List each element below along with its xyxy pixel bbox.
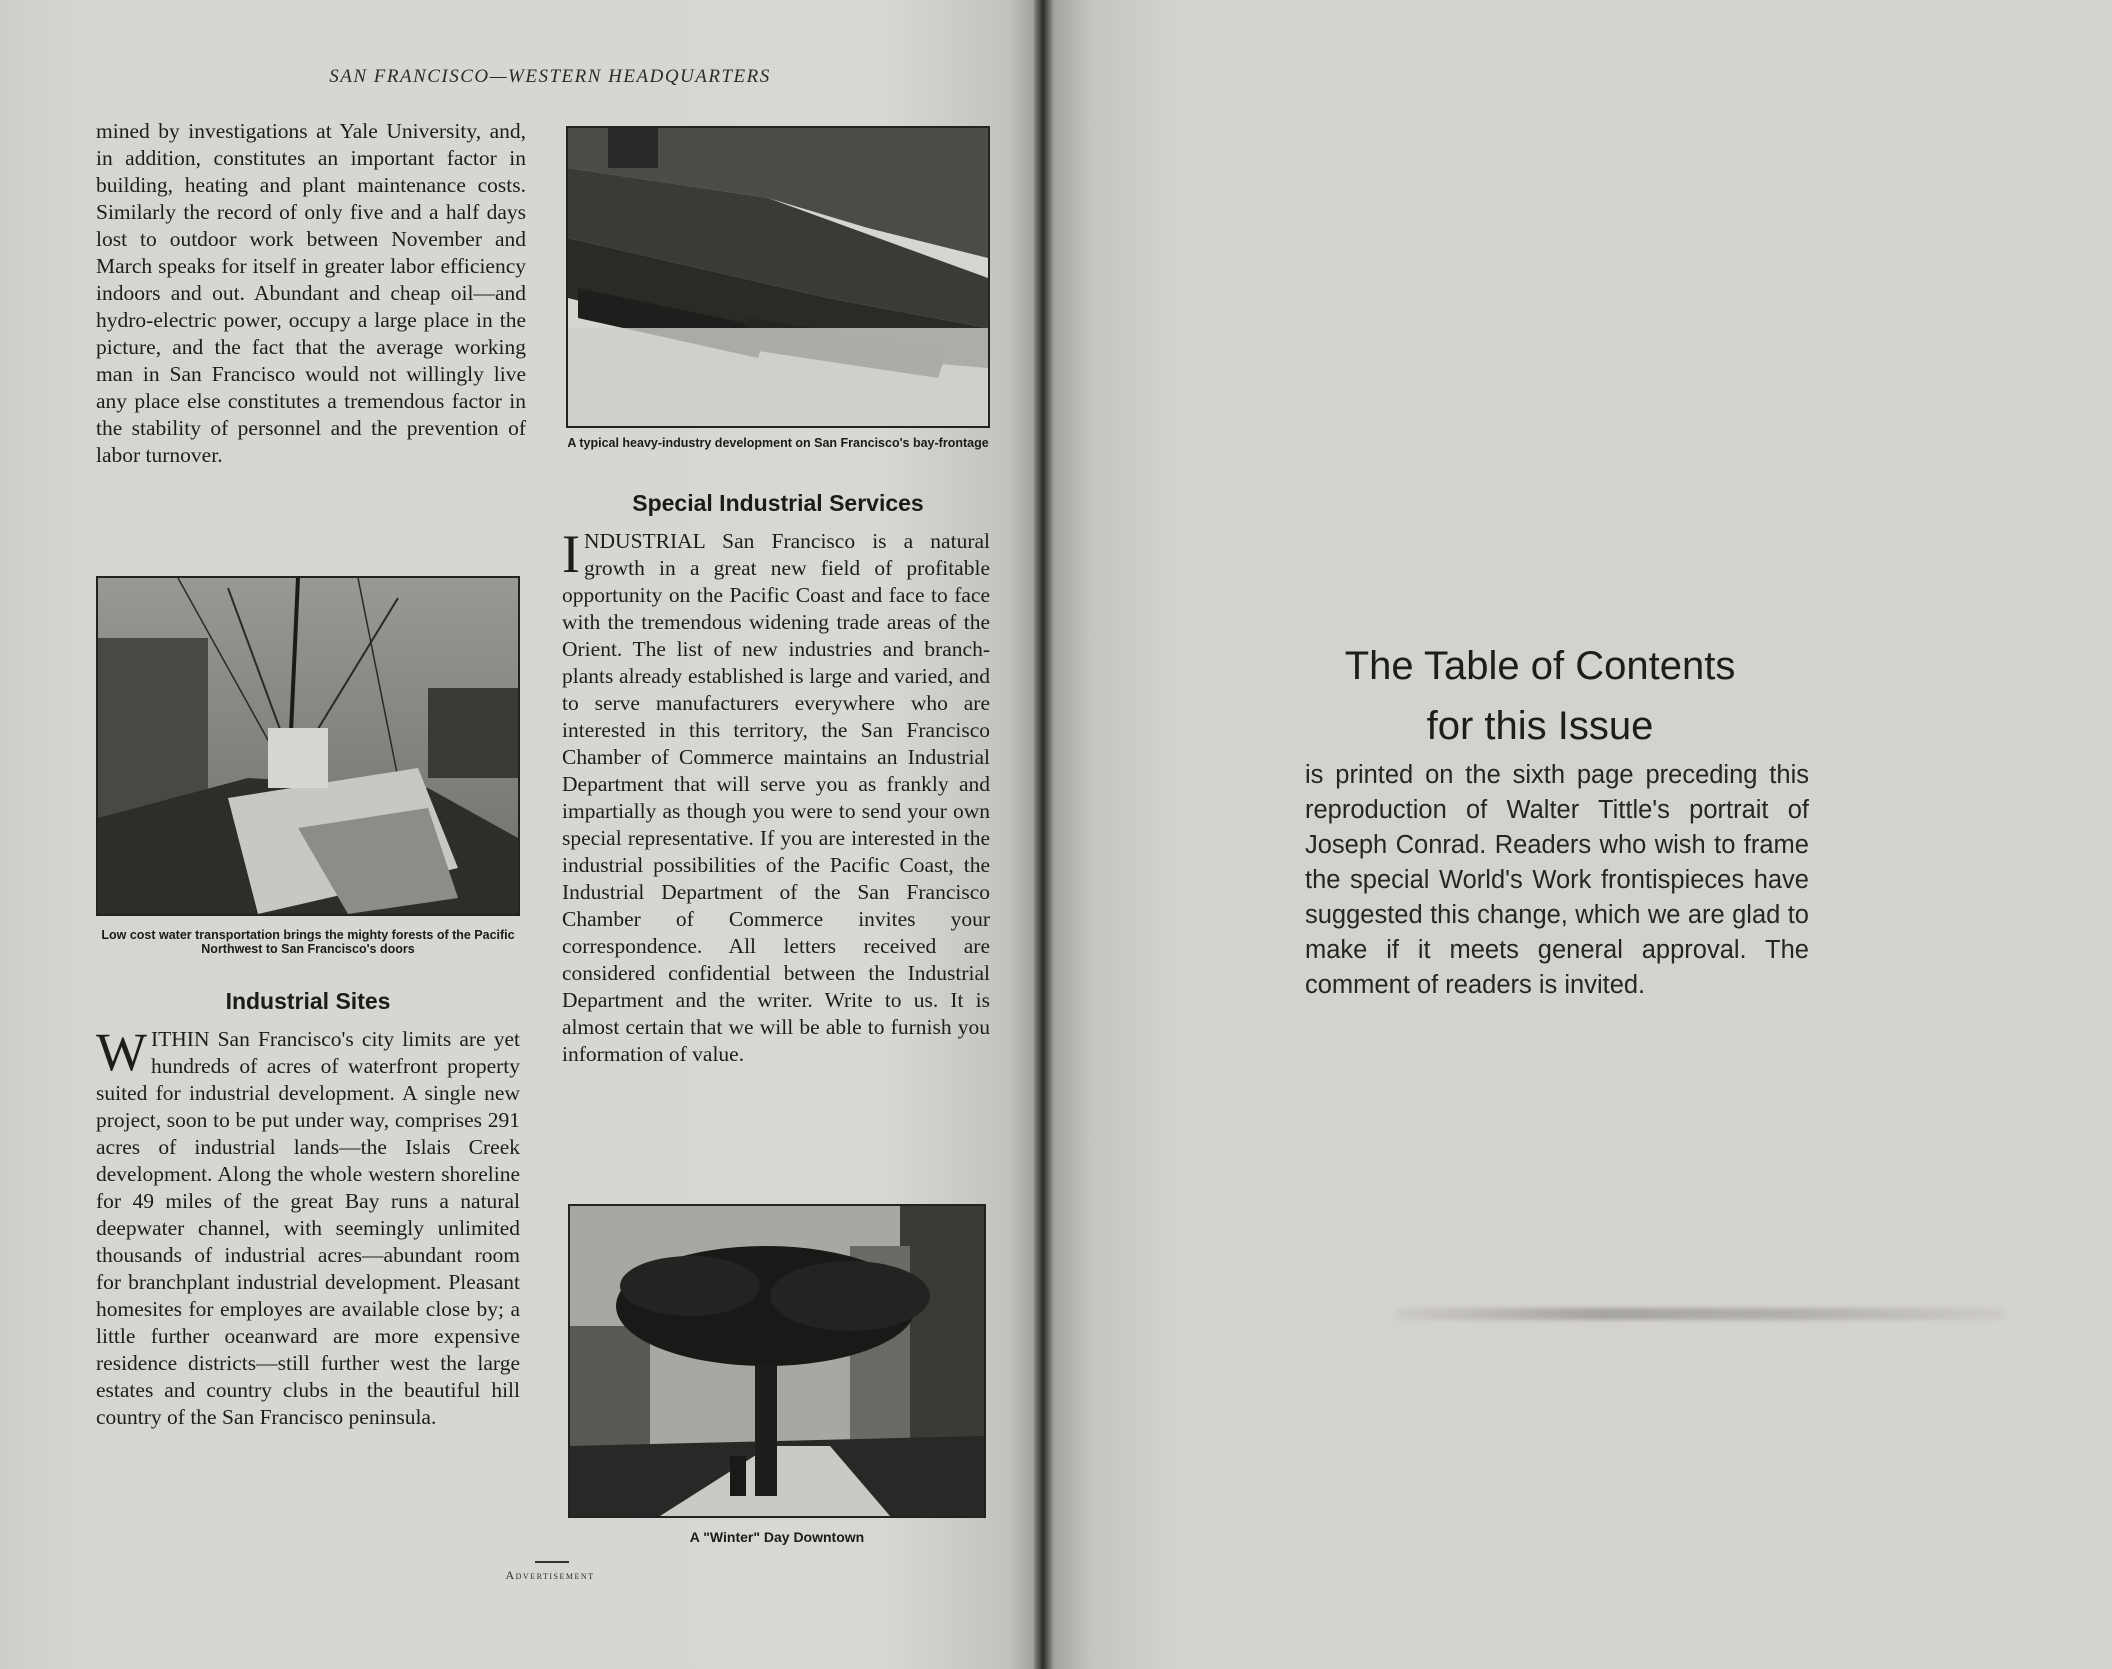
intro-text: mined by investigations at Yale University, and, in addition, constitutes an important factor in building, heating and plant maintenance costs. Similarly the record of only five and a half days lost to outdoor work between November and March speaks for itself in greater labor efficiency indoors and out. Abundant and cheap oil—and hydro-electric power, occupy a large place in the picture, and the fact that the average working man in San Francisco would not willingly live any place else constitutes a tremendous factor in the stability of personnel and the prevention of labor turnover. bbox=[96, 119, 526, 467]
bay-frontage-photo bbox=[566, 126, 990, 428]
lumber-ship-image bbox=[98, 578, 518, 914]
winter-day-image bbox=[570, 1206, 984, 1516]
toc-title bbox=[1290, 636, 1790, 756]
special-services-paragraph bbox=[562, 524, 990, 1068]
bay-frontage-image bbox=[568, 128, 988, 426]
special-services-text: NDUSTRIAL San Francisco is a natural growth in a great new field of profitable opportunity on the Pacific Coast and face to face with the tremendous widening trade areas of the Orient. The list of new industries and branch-plants already established is large and varied, and to serve manufacturers everywhere who are interested in this territory, the San Francisco Chamber of Commerce maintains an Industrial Department that will serve you as frankly and impartially as though you were to send your own special representative. If you are interested in the industrial possibilities of the Pacific Coast, the Industrial Department of the San Francisco Chamber of Commerce invites your correspondence. All letters received are considered confidential between the Industrial Department and the writer. Write to us. It is almost certain that we will be able to furnish you information of value. bbox=[562, 529, 990, 1066]
toc-title-line2: for this Issue bbox=[1426, 704, 1654, 748]
advertisement-footer: Advertisement bbox=[505, 1568, 595, 1582]
special-services-dropcap: I bbox=[562, 524, 580, 584]
lumber-ship-caption: Low cost water transportation brings the mighty forests of the Pacific Northwest to San Francisco's doors bbox=[101, 928, 515, 956]
bay-frontage-caption: A typical heavy-industry development on San Francisco's bay-frontage bbox=[567, 436, 989, 450]
lumber-ship-photo bbox=[96, 576, 520, 916]
toc-body: is printed on the sixth page preceding this reproduction of Walter Tittle's portrait of Joseph Conrad. Readers who wish to frame the special World's Work frontispieces have suggested this change, which we are glad to make if it meets general approval. The comment of readers is invited. bbox=[1305, 761, 1809, 999]
toc-title-line1: The Table of Contents bbox=[1344, 644, 1736, 688]
industrial-sites-dropcap: W bbox=[96, 1022, 147, 1082]
running-head: SAN FRANCISCO—WESTERN HEADQUARTERS bbox=[329, 66, 771, 87]
industrial-sites-heading: Industrial Sites bbox=[225, 988, 391, 1014]
winter-day-caption: A "Winter" Day Downtown bbox=[689, 1529, 865, 1545]
winter-day-photo bbox=[568, 1204, 986, 1518]
special-services-heading: Special Industrial Services bbox=[632, 490, 924, 516]
industrial-sites-paragraph bbox=[96, 1022, 520, 1431]
intro-paragraph bbox=[96, 118, 526, 469]
book-spine bbox=[1034, 0, 1054, 1669]
footer-rule bbox=[535, 1561, 569, 1563]
industrial-sites-text: ITHIN San Francisco's city limits are yet hundreds of acres of waterfront property suited for industrial development. A single new project, soon to be put under way, comprises 291 acres of industrial lands—the Islais Creek development. Along the whole western shoreline for 49 miles of the great Bay runs a natural deepwater channel, with seemingly unlimited thousands of industrial acres—abundant room for branchplant industrial development. Pleasant homesites for employes are available close by; a little further oceanward are more expensive residence districts—still further west the large estates and country clubs in the beautiful hill country of the San Francisco peninsula. bbox=[96, 1027, 520, 1429]
page-smudge bbox=[1395, 1308, 2005, 1320]
